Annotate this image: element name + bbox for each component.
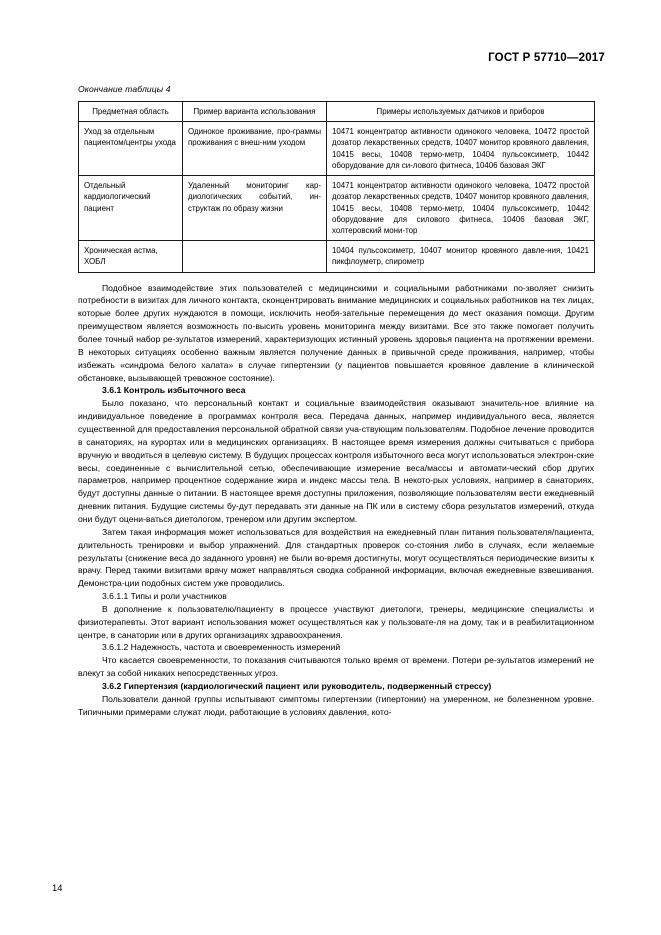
page-number: 14 xyxy=(52,882,63,893)
heading-3-6-1: 3.6.1 Контроль избыточного веса xyxy=(102,385,246,396)
table-header xyxy=(79,102,595,122)
usage-table xyxy=(78,101,595,273)
paragraph-3-6-1-b: Затем такая информация может использоваться для воздействия на ежедневный план питания пользователя/пациента, длительность тренировки и выбор упражнений. Для стандартных проверок со-стояния либо в случаях, если желаемые результаты (снижение веса до заданного уровня) не были во-время достигнуты, могут осуществляться периодические визиты к врачу. Перед такими визитами врачу может направляться сводка собранной информации, включая ежедневные взвешивания. Демонстра-ции подобных систем уже проводились. xyxy=(78,526,594,589)
cell-devices: 10471 концентратор активности одинокого человека, 10472 простой дозатор лекарственных средств, 10407 монитор кровяного давления, 10415 весы, 10408 термо-метр, 10404 пульсоксиметр, 10442 оборудование для силового фитнеса, 10406 базовая ЭКГ, холтеровский мони-тор xyxy=(327,176,595,241)
column-header-devices: Примеры используемых датчиков и приборов xyxy=(327,102,595,122)
paragraph-3-6-1-2: Что касается своевременности, то показания считываются только время от времени. Потери ре-зультатов измерений не влекут за собой никаких непосредственных угроз. xyxy=(78,655,594,679)
cell-domain: Уход за отдельным пациентом/центры ухода xyxy=(79,122,183,176)
table-row xyxy=(79,122,595,176)
column-header-domain: Предметная область xyxy=(79,102,183,122)
cell-domain: Хроническая астма, ХОБЛ xyxy=(79,241,183,272)
paragraph-3-6-1-a: Было показано, что персональный контакт и социальные взаимодействия оказывают значитель-ное влияние на индивидуальное поведение в программах контроля веса. Передача данных, например индивидуального веса, является существенной для предоставления персональной обратной связи уча-ствующим пользователям. Подобное лечение проводится в санаториях, на курортах или в медицинских организациях. В настоящее время измерения должны считываться с прибора вручную и вводиться в целевую систему. В будущих процессах контроля избыточного веса могут использоваться электрон-ские весы, соединенные с вычислительной сетью, обеспечивающие измерение веса/массы и автомати-ческий сбор других параметров, например процентное содержание жира и индекс массы тела. В некото-рых условиях, например в санаториях, будут доступны данные о питании. В настоящее время доступны приложения, позволяющие пользователям вести ежедневный дневник питания. Будущие системы бу-дут передавать эти данные на ПК или в систему сбора результатов измерений, откуда они будут оцени-ваться диетологом, тренером или другим экспертом. xyxy=(78,398,594,524)
cell-domain: Отдельный кардиологический пациент xyxy=(79,176,183,241)
cell-devices: 10471 концентратор активности одинокого человека, 10472 простой дозатор лекарственных средств, 10407 монитор кровяного давления, 10415 весы, 10408 термо-метр, 10404 пульсоксиметр, 10442 оборудование для си-лового фитнеса, 10406 базовая ЭКГ xyxy=(327,122,595,176)
table-body xyxy=(79,122,595,272)
heading-3-6-1-2: 3.6.1.2 Надежность, частота и своевременность измерений xyxy=(102,642,341,653)
paragraph-3-6-2: Пользователи данной группы испытывают симптомы гипертензии (гипертонии) на умеренном, не болезненном уровне. Типичными примерами служат люди, работающие в условиях давления, кото- xyxy=(78,693,594,717)
cell-use-case xyxy=(183,241,327,272)
table-header-row xyxy=(79,102,595,122)
table-row xyxy=(79,176,595,241)
column-header-use-case: Пример варианта использования xyxy=(183,102,327,122)
page-content xyxy=(78,84,594,719)
paragraph-3-6-1-1: В дополнение к пользователю/пациенту в процессе участвуют диетологи, тренеры, медицинские специалисты и физиотерапевты. Этот вариант использования может осуществляться как у пользовате-ля на дому, так и в реабилитационном центре, в санатории или в других организациях здравоохранения. xyxy=(78,603,594,640)
standard-header: ГОСТ Р 57710—2017 xyxy=(488,52,605,64)
cell-use-case: Одинокое проживание, про-граммы проживания с внеш-ним уходом xyxy=(183,122,327,176)
cell-devices: 10404 пульсоксиметр, 10407 монитор кровяного давле-ния, 10421 пикфлоуметр, спирометр xyxy=(327,241,595,272)
heading-3-6-1-1: 3.6.1.1 Типы и роли участников xyxy=(102,591,227,602)
table-caption: Окончание таблицы 4 xyxy=(78,84,171,94)
table-row xyxy=(79,241,595,272)
paragraph-intro: Подобное взаимодействие этих пользователей с медицинскими и социальными работниками по-зволяет снизить потребности в визитах для личного контакта, сконцентрировать внимание медицинских и социальных работников на тех лицах, которые более других нуждаются в помощи, исключить необя-зательные перемещения до мест оказания помощи. Другим преимуществом является возможность по-высить уровень мониторинга между визитами. Все это также помогает получить более точный набор ре-зультатов измерений, характеризующих истинный уровень здоровья пациента на протяжении времени. В некоторых ситуациях особенно важным является получение данных в привычной среде проживания, например, чтобы избежать «синдрома белого халата» в случае гипертензии (у пациентов повышается кровяное давление в клинической обстановке, вызывающей тревожное состояние). xyxy=(78,282,594,383)
cell-use-case: Удаленный мониторинг кар-диологических событий, ин-структаж по образу жизни xyxy=(183,176,327,241)
heading-3-6-2: 3.6.2 Гипертензия (кардиологический пациент или руководитель, подверженный стрессу) xyxy=(102,680,492,691)
